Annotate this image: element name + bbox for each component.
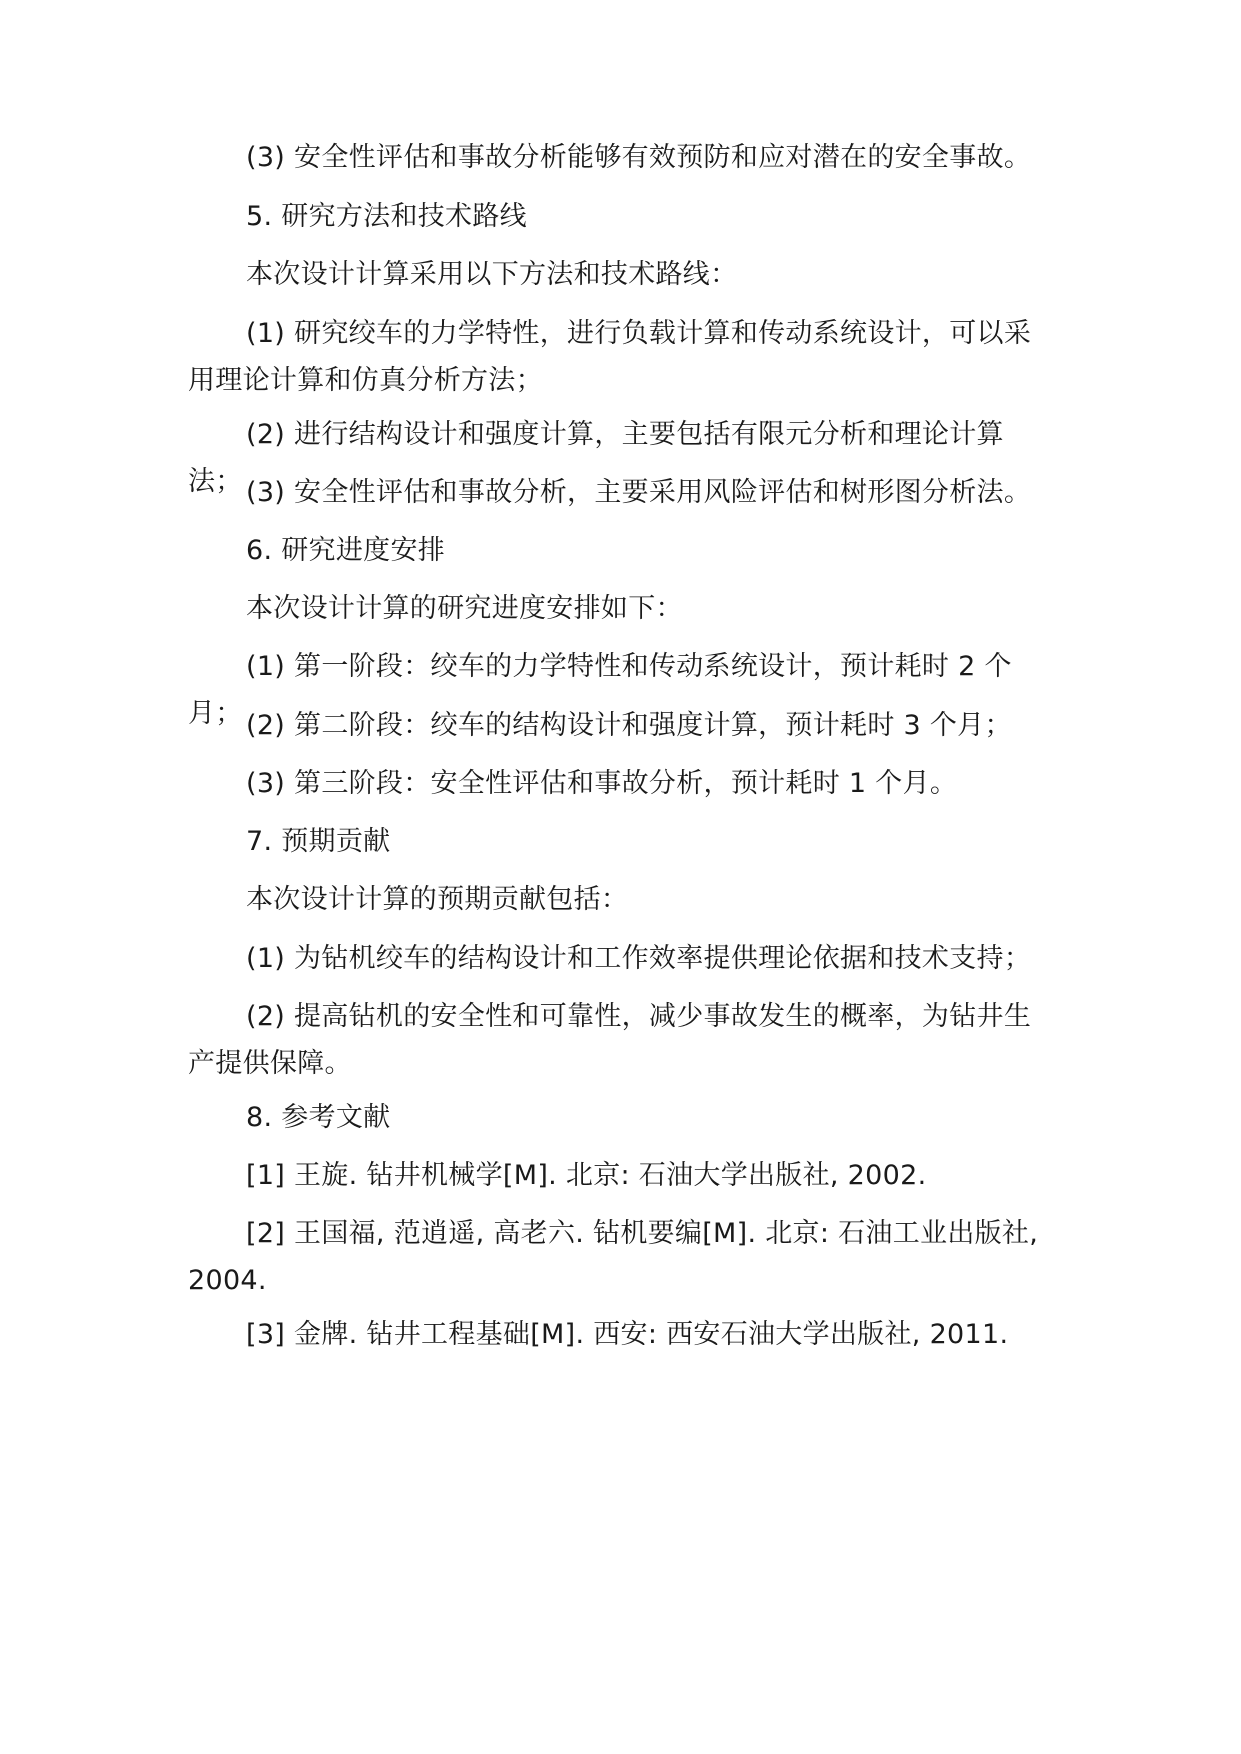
schedule-item-2: (2) 第二阶段：绞车的结构设计和强度计算，预计耗时 3 个月； bbox=[246, 710, 1012, 741]
section-heading-methods: 5. 研究方法和技术路线 bbox=[246, 201, 527, 232]
contribution-item-2: (2) 提高钻机的安全性和可靠性，减少事故发生的概率，为钻井生产提供保障。 bbox=[188, 1001, 1032, 1079]
method-item-3: (3) 安全性评估和事故分析，主要采用风险评估和树形图分析法。 bbox=[246, 477, 1032, 508]
section-heading-schedule: 6. 研究进度安排 bbox=[246, 535, 446, 566]
schedule-intro: 本次设计计算的研究进度安排如下： bbox=[246, 593, 683, 624]
list-item-safety-outcome: (3) 安全性评估和事故分析能够有效预防和应对潜在的安全事故。 bbox=[246, 142, 1032, 173]
section-heading-references: 8. 参考文献 bbox=[246, 1102, 391, 1133]
schedule-item-3: (3) 第三阶段：安全性评估和事故分析，预计耗时 1 个月。 bbox=[246, 768, 958, 799]
contribution-intro: 本次设计计算的预期贡献包括： bbox=[246, 884, 629, 915]
reference-3: [3] 金牌. 钻井工程基础[M]. 西安: 西安石油大学出版社, 2011. bbox=[246, 1319, 1009, 1350]
reference-2: [2] 王国福, 范逍遥, 高老六. 钻机要编[M]. 北京: 石油工业出版社, 2004. bbox=[188, 1218, 1039, 1296]
contribution-item-1: (1) 为钻机绞车的结构设计和工作效率提供理论依据和技术支持； bbox=[246, 943, 1032, 974]
methods-intro: 本次设计计算采用以下方法和技术路线： bbox=[246, 259, 738, 290]
method-item-1: (1) 研究绞车的力学特性，进行负载计算和传动系统设计，可以采用理论计算和仿真分析方法； bbox=[188, 318, 1032, 396]
reference-1: [1] 王旋. 钻井机械学[M]. 北京: 石油大学出版社, 2002. bbox=[246, 1160, 927, 1191]
schedule-item-1: (1) 第一阶段：绞车的力学特性和传动系统设计，预计耗时 2 个月； bbox=[188, 651, 1012, 729]
section-heading-contribution: 7. 预期贡献 bbox=[246, 826, 391, 857]
method-item-2: (2) 进行结构设计和强度计算，主要包括有限元分析和理论计算法； bbox=[188, 419, 1004, 497]
